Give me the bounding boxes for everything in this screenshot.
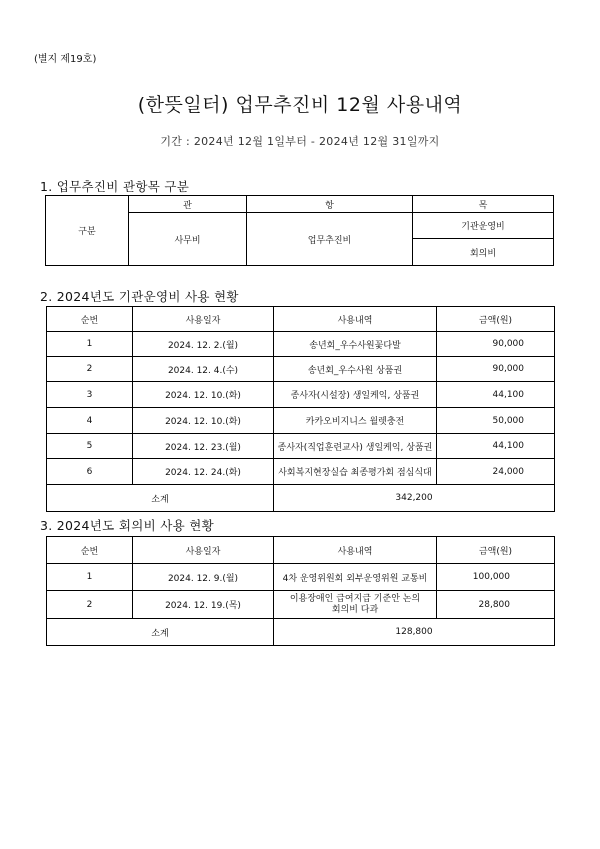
mok-value-1: 기관운영비 bbox=[413, 213, 554, 239]
gwan-header: 관 bbox=[129, 196, 247, 213]
date-header: 사용일자 bbox=[133, 307, 274, 332]
gwan-value: 사무비 bbox=[129, 213, 247, 266]
hang-header: 항 bbox=[247, 196, 413, 213]
desc-header: 사용내역 bbox=[274, 307, 437, 332]
table-row bbox=[47, 564, 555, 591]
row-amount: 24,000 bbox=[437, 459, 555, 485]
row-no: 1 bbox=[47, 564, 133, 591]
subtotal-row bbox=[47, 619, 555, 646]
row-no: 5 bbox=[47, 434, 133, 459]
row-amount: 50,000 bbox=[437, 408, 555, 434]
mok-header: 목 bbox=[413, 196, 554, 213]
table-row bbox=[47, 408, 555, 434]
table-row bbox=[47, 332, 555, 357]
row-date: 2024. 12. 4.(수) bbox=[133, 357, 274, 382]
row-desc: 4차 운영위원회 외부운영위원 교통비 bbox=[274, 564, 437, 591]
row-no: 2 bbox=[47, 591, 133, 619]
no-header: 순번 bbox=[47, 537, 133, 564]
row-desc-line2: 회의비 다과 bbox=[331, 604, 379, 615]
desc-header: 사용내역 bbox=[274, 537, 437, 564]
row-date: 2024. 12. 10.(화) bbox=[133, 382, 274, 408]
row-date: 2024. 12. 19.(목) bbox=[133, 591, 274, 619]
row-no: 6 bbox=[47, 459, 133, 485]
row-amount: 90,000 bbox=[437, 357, 555, 382]
row-date: 2024. 12. 10.(화) bbox=[133, 408, 274, 434]
period-text: 기간 : 2024년 12월 1일부터 - 2024년 12월 31일까지 bbox=[160, 135, 440, 148]
category-table bbox=[45, 195, 554, 266]
row-desc: 종사자(시설장) 생일케익, 상품권 bbox=[274, 382, 437, 408]
subtotal-value: 342,200 bbox=[274, 485, 555, 512]
subtotal-row bbox=[47, 485, 555, 512]
section3-heading: 3. 2024년도 회의비 사용 현황 bbox=[40, 518, 215, 533]
subtotal-label: 소계 bbox=[47, 619, 274, 646]
row-amount: 44,100 bbox=[437, 382, 555, 408]
row-desc bbox=[274, 591, 437, 619]
table-row bbox=[47, 382, 555, 408]
row-no: 3 bbox=[47, 382, 133, 408]
table-row bbox=[47, 459, 555, 485]
row-desc: 사회복지현장실습 최종평가회 점심식대 bbox=[274, 459, 437, 485]
row-desc: 종사자(직업훈련교사) 생일케익, 상품권 bbox=[274, 434, 437, 459]
page-title: (한뜻일터) 업무추진비 12월 사용내역 bbox=[137, 94, 463, 116]
row-no: 1 bbox=[47, 332, 133, 357]
row-no: 2 bbox=[47, 357, 133, 382]
mok-value-2: 회의비 bbox=[413, 239, 554, 266]
row-no: 4 bbox=[47, 408, 133, 434]
category-header: 구분 bbox=[46, 196, 129, 266]
row-amount: 90,000 bbox=[437, 332, 555, 357]
section2-heading: 2. 2024년도 기관운영비 사용 현황 bbox=[40, 289, 239, 304]
row-date: 2024. 12. 23.(월) bbox=[133, 434, 274, 459]
operating-expense-table bbox=[46, 306, 555, 512]
row-date: 2024. 12. 24.(화) bbox=[133, 459, 274, 485]
table-row bbox=[47, 591, 555, 619]
amount-header: 금액(원) bbox=[437, 307, 555, 332]
date-header: 사용일자 bbox=[133, 537, 274, 564]
row-amount: 100,000 bbox=[437, 564, 555, 591]
amount-header: 금액(원) bbox=[437, 537, 555, 564]
section1-heading: 1. 업무추진비 관항목 구분 bbox=[40, 179, 190, 194]
table-row bbox=[47, 434, 555, 459]
subtotal-label: 소계 bbox=[47, 485, 274, 512]
row-date: 2024. 12. 9.(월) bbox=[133, 564, 274, 591]
row-date: 2024. 12. 2.(월) bbox=[133, 332, 274, 357]
row-amount: 28,800 bbox=[437, 591, 555, 619]
row-desc: 카카오비지니스 월렛충전 bbox=[274, 408, 437, 434]
table-row bbox=[47, 357, 555, 382]
meeting-expense-table bbox=[46, 536, 555, 646]
no-header: 순번 bbox=[47, 307, 133, 332]
row-desc: 송년회_우수사원 상품권 bbox=[274, 357, 437, 382]
row-desc-line1: 이용장애인 급여지급 기준안 논의 bbox=[289, 593, 421, 604]
hang-value: 업무추진비 bbox=[247, 213, 413, 266]
row-amount: 44,100 bbox=[437, 434, 555, 459]
subtotal-value: 128,800 bbox=[274, 619, 555, 646]
form-number: (별지 제19호) bbox=[34, 54, 97, 65]
row-desc: 송년회_우수사원꽃다발 bbox=[274, 332, 437, 357]
